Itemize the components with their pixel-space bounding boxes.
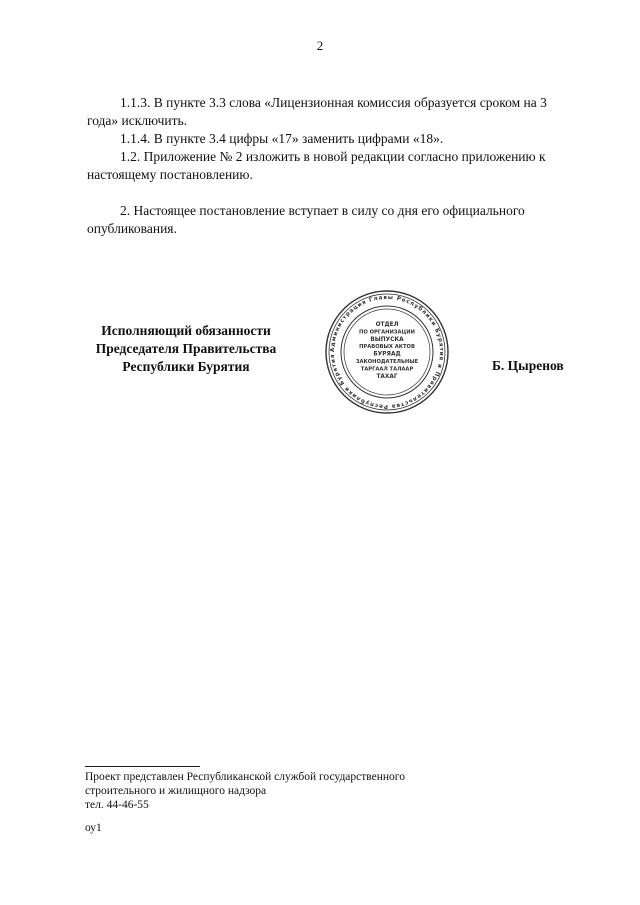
- seal-inner-text: ПРАВОВЫХ АКТОВ: [359, 344, 415, 351]
- paragraph-2: 2. Настоящее постановление вступает в силу со дня его официального опубликования.: [87, 203, 525, 236]
- paragraph-1-1-3: 1.1.3. В пункте 3.3 слова «Лицензионная комиссия образуется сроком на 3 года» исключить.: [87, 95, 547, 128]
- paragraph-1-2: 1.2. Приложение № 2 изложить в новой редакции согласно приложению к настоящему постановлению.: [87, 149, 546, 182]
- footnote: [85, 770, 405, 812]
- footnote-divider: [85, 766, 200, 767]
- seal-inner-text: ЗАКОНОДАТЕЛЬНЫЕ: [355, 359, 419, 365]
- seal-inner-text: ТАРГААЛ ТАЛААР: [360, 366, 414, 373]
- official-seal: [323, 288, 451, 416]
- seal-inner-text: БУРЯАД: [373, 351, 401, 358]
- seal-inner-text: ТАХАГ: [376, 373, 398, 380]
- document-body: [87, 94, 573, 238]
- signatory-name: Б. Цыренов: [492, 358, 564, 373]
- document-code: оу1: [85, 822, 102, 834]
- footnote-line: Проект представлен Республиканской службой государственного: [85, 771, 405, 783]
- signatory-title: [86, 322, 286, 376]
- seal-inner-text: ОТДЕЛ: [375, 322, 399, 328]
- footnote-phone: тел. 44-46-55: [85, 799, 149, 811]
- page-number: 2: [316, 38, 324, 53]
- paragraph-1-1-4: 1.1.4. В пункте 3.4 цифры «17» заменить цифрами «18».: [120, 131, 444, 146]
- signatory-title-line: Республики Бурятия: [122, 359, 250, 374]
- seal-inner-text: ВЫПУСКА: [370, 336, 404, 343]
- seal-inner-text: ПО ОРГАНИЗАЦИИ: [359, 329, 415, 336]
- signatory-title-line: Исполняющий обязанности: [101, 323, 271, 338]
- footnote-line: строительного и жилищного надзора: [85, 785, 267, 797]
- signatory-title-line: Председателя Правительства: [95, 341, 277, 356]
- svg-text:Администрация Главы Республики: Администрация Главы Республики Бурятия и Правительства Республики Бурятия: [329, 294, 445, 410]
